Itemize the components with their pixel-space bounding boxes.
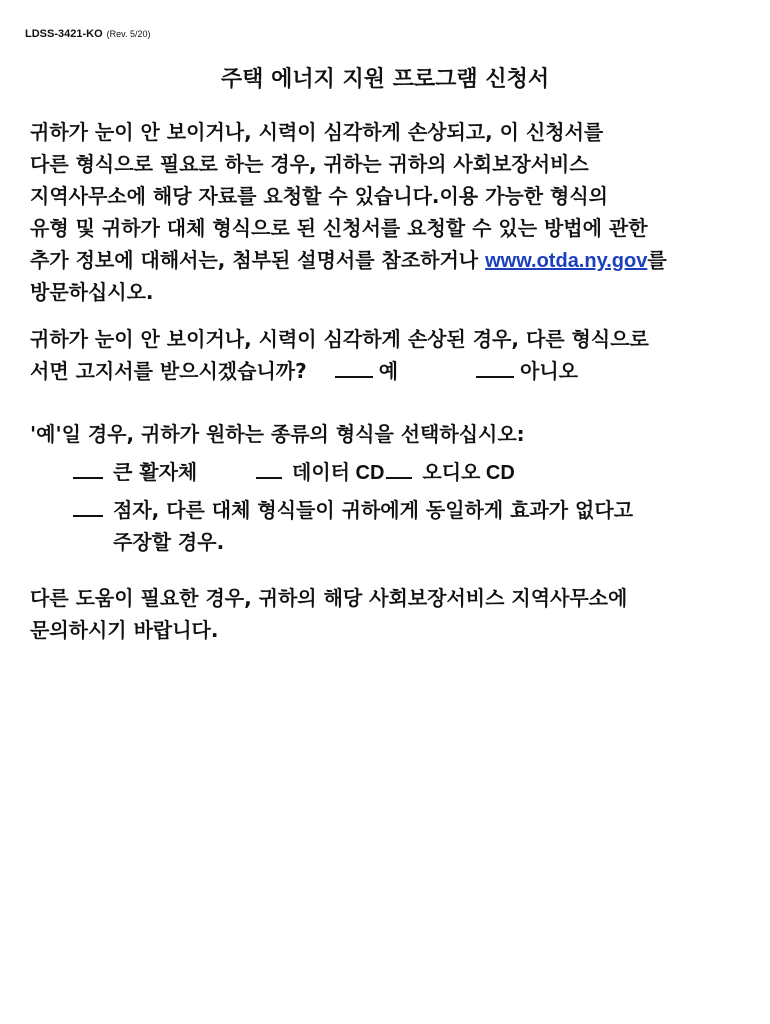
intro-line: 귀하가 눈이 안 보이거나, 시력이 심각하게 손상되고, 이 신청서를 [30,120,604,144]
data-cd-label: 데이터 CD [292,462,385,484]
form-id-text: LDSS-3421-KO [25,28,103,40]
otda-website-link[interactable]: www.otda.ny.gov [485,250,648,272]
data-cd-checkbox[interactable] [256,459,282,479]
intro-line: 다른 형식으로 필요로 하는 경우, 귀하는 귀하의 사회보장서비스 [30,152,589,176]
footer-line: 문의하시기 바랍니다. [30,618,219,642]
yes-blank[interactable] [335,358,373,378]
yes-label: 예 [378,359,399,383]
intro-line: 지역사무소에 해당 자료를 요청할 수 있습니다.이용 가능한 형식의 [30,184,608,208]
footer-line: 다른 도움이 필요한 경우, 귀하의 해당 사회보장서비스 지역사무소에 [30,586,628,610]
page-title: 주택 에너지 지원 프로그램 신청서 [220,67,550,92]
intro-line-with-link [30,244,730,276]
form-revision: (Rev. 5/20) [106,29,151,39]
question-line-with-choices [30,355,730,387]
large-print-checkbox[interactable] [73,459,103,479]
intro-paragraph [30,116,730,308]
question-line: 귀하가 눈이 안 보이거나, 시력이 심각하게 손상된 경우, 다른 형식으로 [30,327,649,351]
format-prompt: '예'일 경우, 귀하가 원하는 종류의 형식을 선택하십시오: [30,422,525,446]
form-number [25,28,151,40]
audio-cd-checkbox[interactable] [386,459,412,479]
question-text: 서면 고지서를 받으시겠습니까? [30,359,307,383]
large-print-option [73,456,197,488]
braille-label: 점자, 다른 대체 형식들이 귀하에게 동일하게 효과가 없다고 [113,498,634,522]
intro-line: 유형 및 귀하가 대체 형식으로 된 신청서를 요청할 수 있는 방법에 관한 [30,216,648,240]
audio-cd-label: 오디오 CD [422,462,515,484]
data-cd-option [256,456,515,489]
large-print-label: 큰 활자체 [113,460,198,484]
braille-option [73,494,633,526]
no-blank[interactable] [476,358,514,378]
intro-line-suffix: 를 [647,248,667,272]
braille-option-cont: 주장할 경우. [113,530,225,554]
intro-line-text: 추가 정보에 대해서는, 첨부된 설명서를 참조하거나 [30,248,486,272]
intro-line: 방문하십시오. [30,280,154,304]
braille-checkbox[interactable] [73,497,103,517]
footer-paragraph [30,582,730,646]
no-label: 아니오 [520,359,578,383]
question-paragraph [30,323,730,387]
